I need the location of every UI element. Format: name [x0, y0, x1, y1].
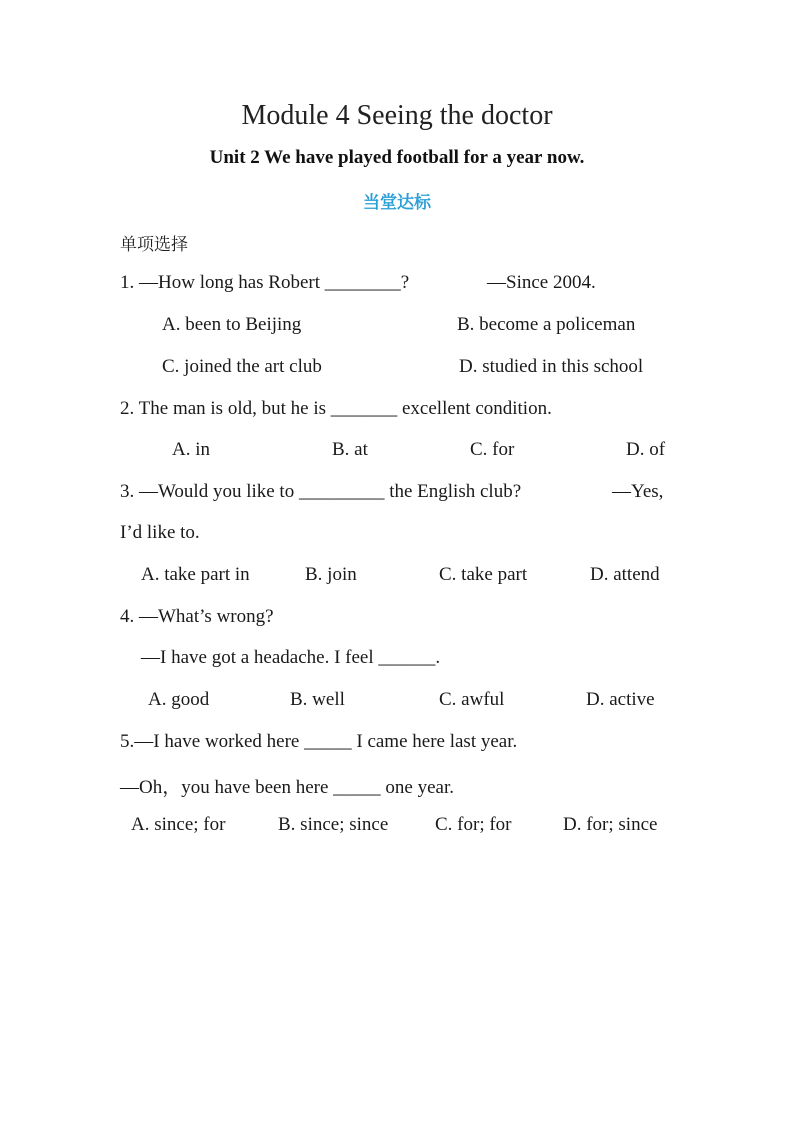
question-stem: 3. —Would you like to _________ the English club?: [120, 481, 522, 502]
option-a: A. take part in: [141, 564, 250, 585]
option-a: A. in: [172, 439, 210, 460]
option-b: B. at: [332, 439, 368, 460]
option-a: A. good: [148, 689, 210, 710]
question-stem: 2. The man is old, but he is _______ excellent condition.: [120, 398, 552, 419]
option-d: D. for; since: [563, 814, 658, 835]
question-stem: 4. —What’s wrong?: [120, 606, 274, 627]
question-stem: 1. —How long has Robert ________?: [120, 272, 410, 293]
question-stem-continued: —I have got a headache. I feel ______.: [141, 647, 441, 668]
option-d: D. active: [586, 689, 655, 710]
option-b: B. since; since: [278, 814, 389, 835]
question-stem-continued: —Oh，you have been here _____ one year.: [120, 777, 454, 798]
page-title: Module 4 Seeing the doctor: [241, 100, 553, 131]
option-d: D. studied in this school: [459, 356, 644, 377]
question-answer: —Yes,: [612, 481, 664, 502]
question-answer: —Since 2004.: [487, 272, 596, 293]
option-d: D. of: [626, 439, 666, 460]
option-b: B. join: [305, 564, 357, 585]
unit-subtitle: Unit 2 We have played football for a year now.: [209, 147, 585, 168]
option-c: C. for; for: [435, 814, 512, 835]
question-stem: 5.—I have worked here _____ I came here last year.: [120, 731, 518, 752]
option-a: A. since; for: [131, 814, 226, 835]
option-a: A. been to Beijing: [162, 314, 302, 335]
option-c: C. take part: [439, 564, 528, 585]
section-heading: 当堂达标: [363, 193, 431, 213]
question-stem-continued: I’d like to.: [120, 522, 200, 543]
option-c: C. for: [470, 439, 515, 460]
question-type-label: 单项选择: [120, 235, 188, 255]
option-c: C. joined the art club: [162, 356, 322, 377]
option-d: D. attend: [590, 564, 660, 585]
option-c: C. awful: [439, 689, 505, 710]
option-b: B. well: [290, 689, 345, 710]
option-b: B. become a policeman: [457, 314, 636, 335]
